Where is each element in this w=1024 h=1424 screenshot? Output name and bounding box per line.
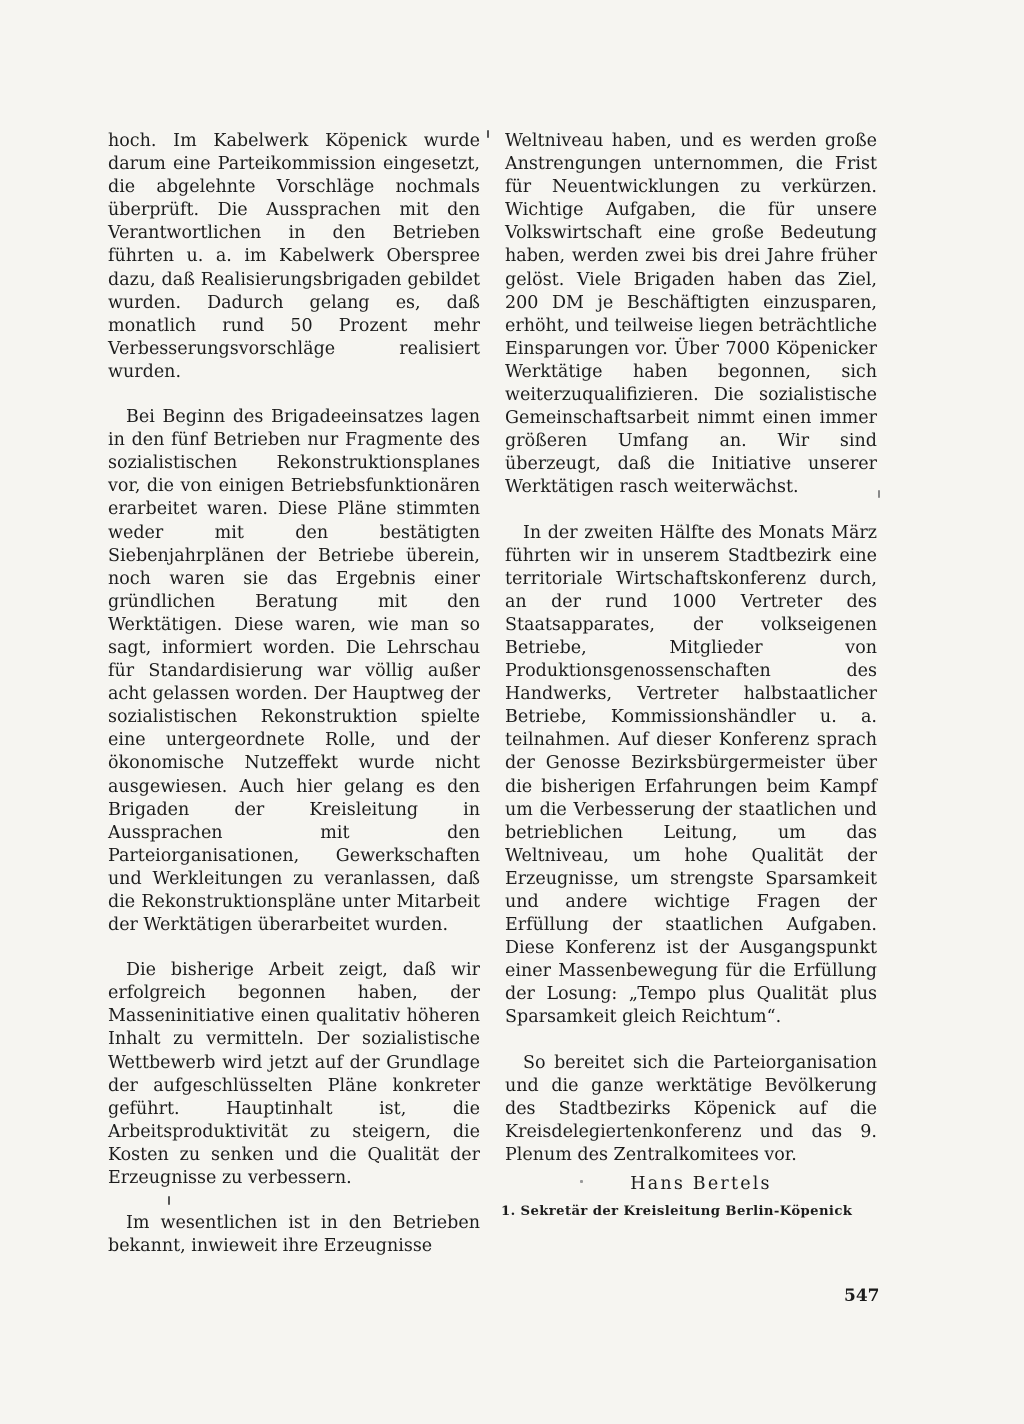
scan-speck bbox=[487, 130, 489, 138]
page-number: 547 bbox=[844, 1286, 880, 1306]
paragraph: hoch. Im Kabelwerk Köpenick wurde darum eine Parteikommission eingesetzt, die abgelehnte Vorschläge nochmals überprüft. Die Aussprachen mit den Verantwortlichen in den Betrieben führten u. a. im Kabelwerk Oberspree dazu, daß Realisierungsbrigaden gebildet wurden. Dadurch gelang es, daß monatlich rund 50 Prozent mehr Verbesserungsvorschläge realisiert wurden. bbox=[108, 131, 480, 382]
signature-title: 1. Sekretär der Kreisleitung Berlin-Köpenick bbox=[501, 1204, 853, 1220]
paragraph: Weltniveau haben, und es werden große Anstrengungen unternommen, die Frist für Neuentwicklungen zu verkürzen. Wichtige Aufgaben, die für unsere Volkswirtschaft eine große Bedeutung haben, werden zwei bis drei Jahre früher gelöst. Viele Brigaden haben das Ziel, 200 DM je Beschäftigten einzusparen, erhöht, und teilweise liegen beträchtliche Einsparungen vor. Über 7000 Köpenicker Werktätige haben begonnen, sich weiterzuqualifizieren. Die sozialistische Gemeinschaftsarbeit nimmt einen immer größeren Umfang an. Wir sind überzeugt, daß die Initiative unserer Werktätigen rasch weiterwächst. bbox=[505, 131, 877, 498]
paragraph: Die bisherige Arbeit zeigt, daß wir erfolgreich begonnen haben, der Masseninitiative einen qualitativ höheren Inhalt zu vermitteln. Der sozialistische Wettbewerb wird jetzt auf der Grundlage der aufgeschlüsselten Pläne konkreter geführt. Hauptinhalt ist, die Arbeitsproduktivität zu steigern, die Kosten zu senken und die Qualität der Erzeugnisse zu verbessern. bbox=[108, 960, 480, 1189]
left-column bbox=[108, 130, 480, 1258]
paragraph: In der zweiten Hälfte des Monats März führten wir in unserem Stadtbezirk eine territoriale Wirtschaftskonferenz durch, an der rund 1000 Vertreter des Staatsapparates, der volkseigenen Betriebe, Mitglieder von Produktionsgenossenschaften des Handwerks, Vertreter halbstaatlicher Betriebe, Kommissionshändler u. a. teilnahmen. Auf dieser Konferenz sprach der Genosse Bezirksbürgermeister über die bisherigen Erfahrungen beim Kampf um die Verbesserung der staatlichen und betrieblichen Leitung, um das Weltniveau, um hohe Qualität der Erzeugnisse, um strengste Sparsamkeit und andere wichtige Fragen der Erfüllung der staatlichen Aufgaben. Diese Konferenz ist der Ausgangspunkt einer Massenbewegung für die Erfüllung der Losung: „Tempo plus Qualität plus Sparsamkeit gleich Reichtum“. bbox=[505, 522, 877, 1028]
paragraph: Im wesentlichen ist in den Betrieben bekannt, inwieweit ihre Erzeugnisse bbox=[108, 1213, 480, 1257]
scan-speck bbox=[168, 1196, 170, 1205]
scan-speck bbox=[878, 490, 880, 498]
paragraph: Bei Beginn des Brigadeeinsatzes lagen in den fünf Betrieben nur Fragmente des sozialistischen Rekonstruktionsplanes vor, die von einigen Betriebsfunktionären erarbeitet waren. Diese Pläne stimmten weder mit den bestätigten Siebenjahrplänen der Betriebe überein, noch waren sie das Ergebnis einer gründlichen Beratung mit den Werktätigen. Diese waren, wie man so sagt, informiert worden. Die Lehrschau für Standardisierung war völlig außer acht gelassen worden. Der Hauptweg der sozialistischen Rekonstruktion spielte eine untergeordnete Rolle, und der ökonomische Nutzeffekt wurde nicht ausgewiesen. Auch hier gelang es den Brigaden der Kreisleitung in Aussprachen mit den Parteiorganisationen, Gewerkschaften und Werkleitungen zu veranlassen, daß die Rekonstruktionspläne unter Mitarbeit der Werktätigen überarbeitet wurden. bbox=[108, 407, 480, 936]
right-column bbox=[501, 130, 877, 1223]
paragraph: So bereitet sich die Parteiorganisation und die ganze werktätige Bevölkerung des Stadtbezirks Köpenick auf die Kreisdelegiertenkonferenz und das 9. Plenum des Zentralkomitees vor. bbox=[505, 1052, 877, 1165]
scan-speck bbox=[580, 1180, 583, 1183]
signature-name: Hans Bertels bbox=[630, 1174, 772, 1195]
